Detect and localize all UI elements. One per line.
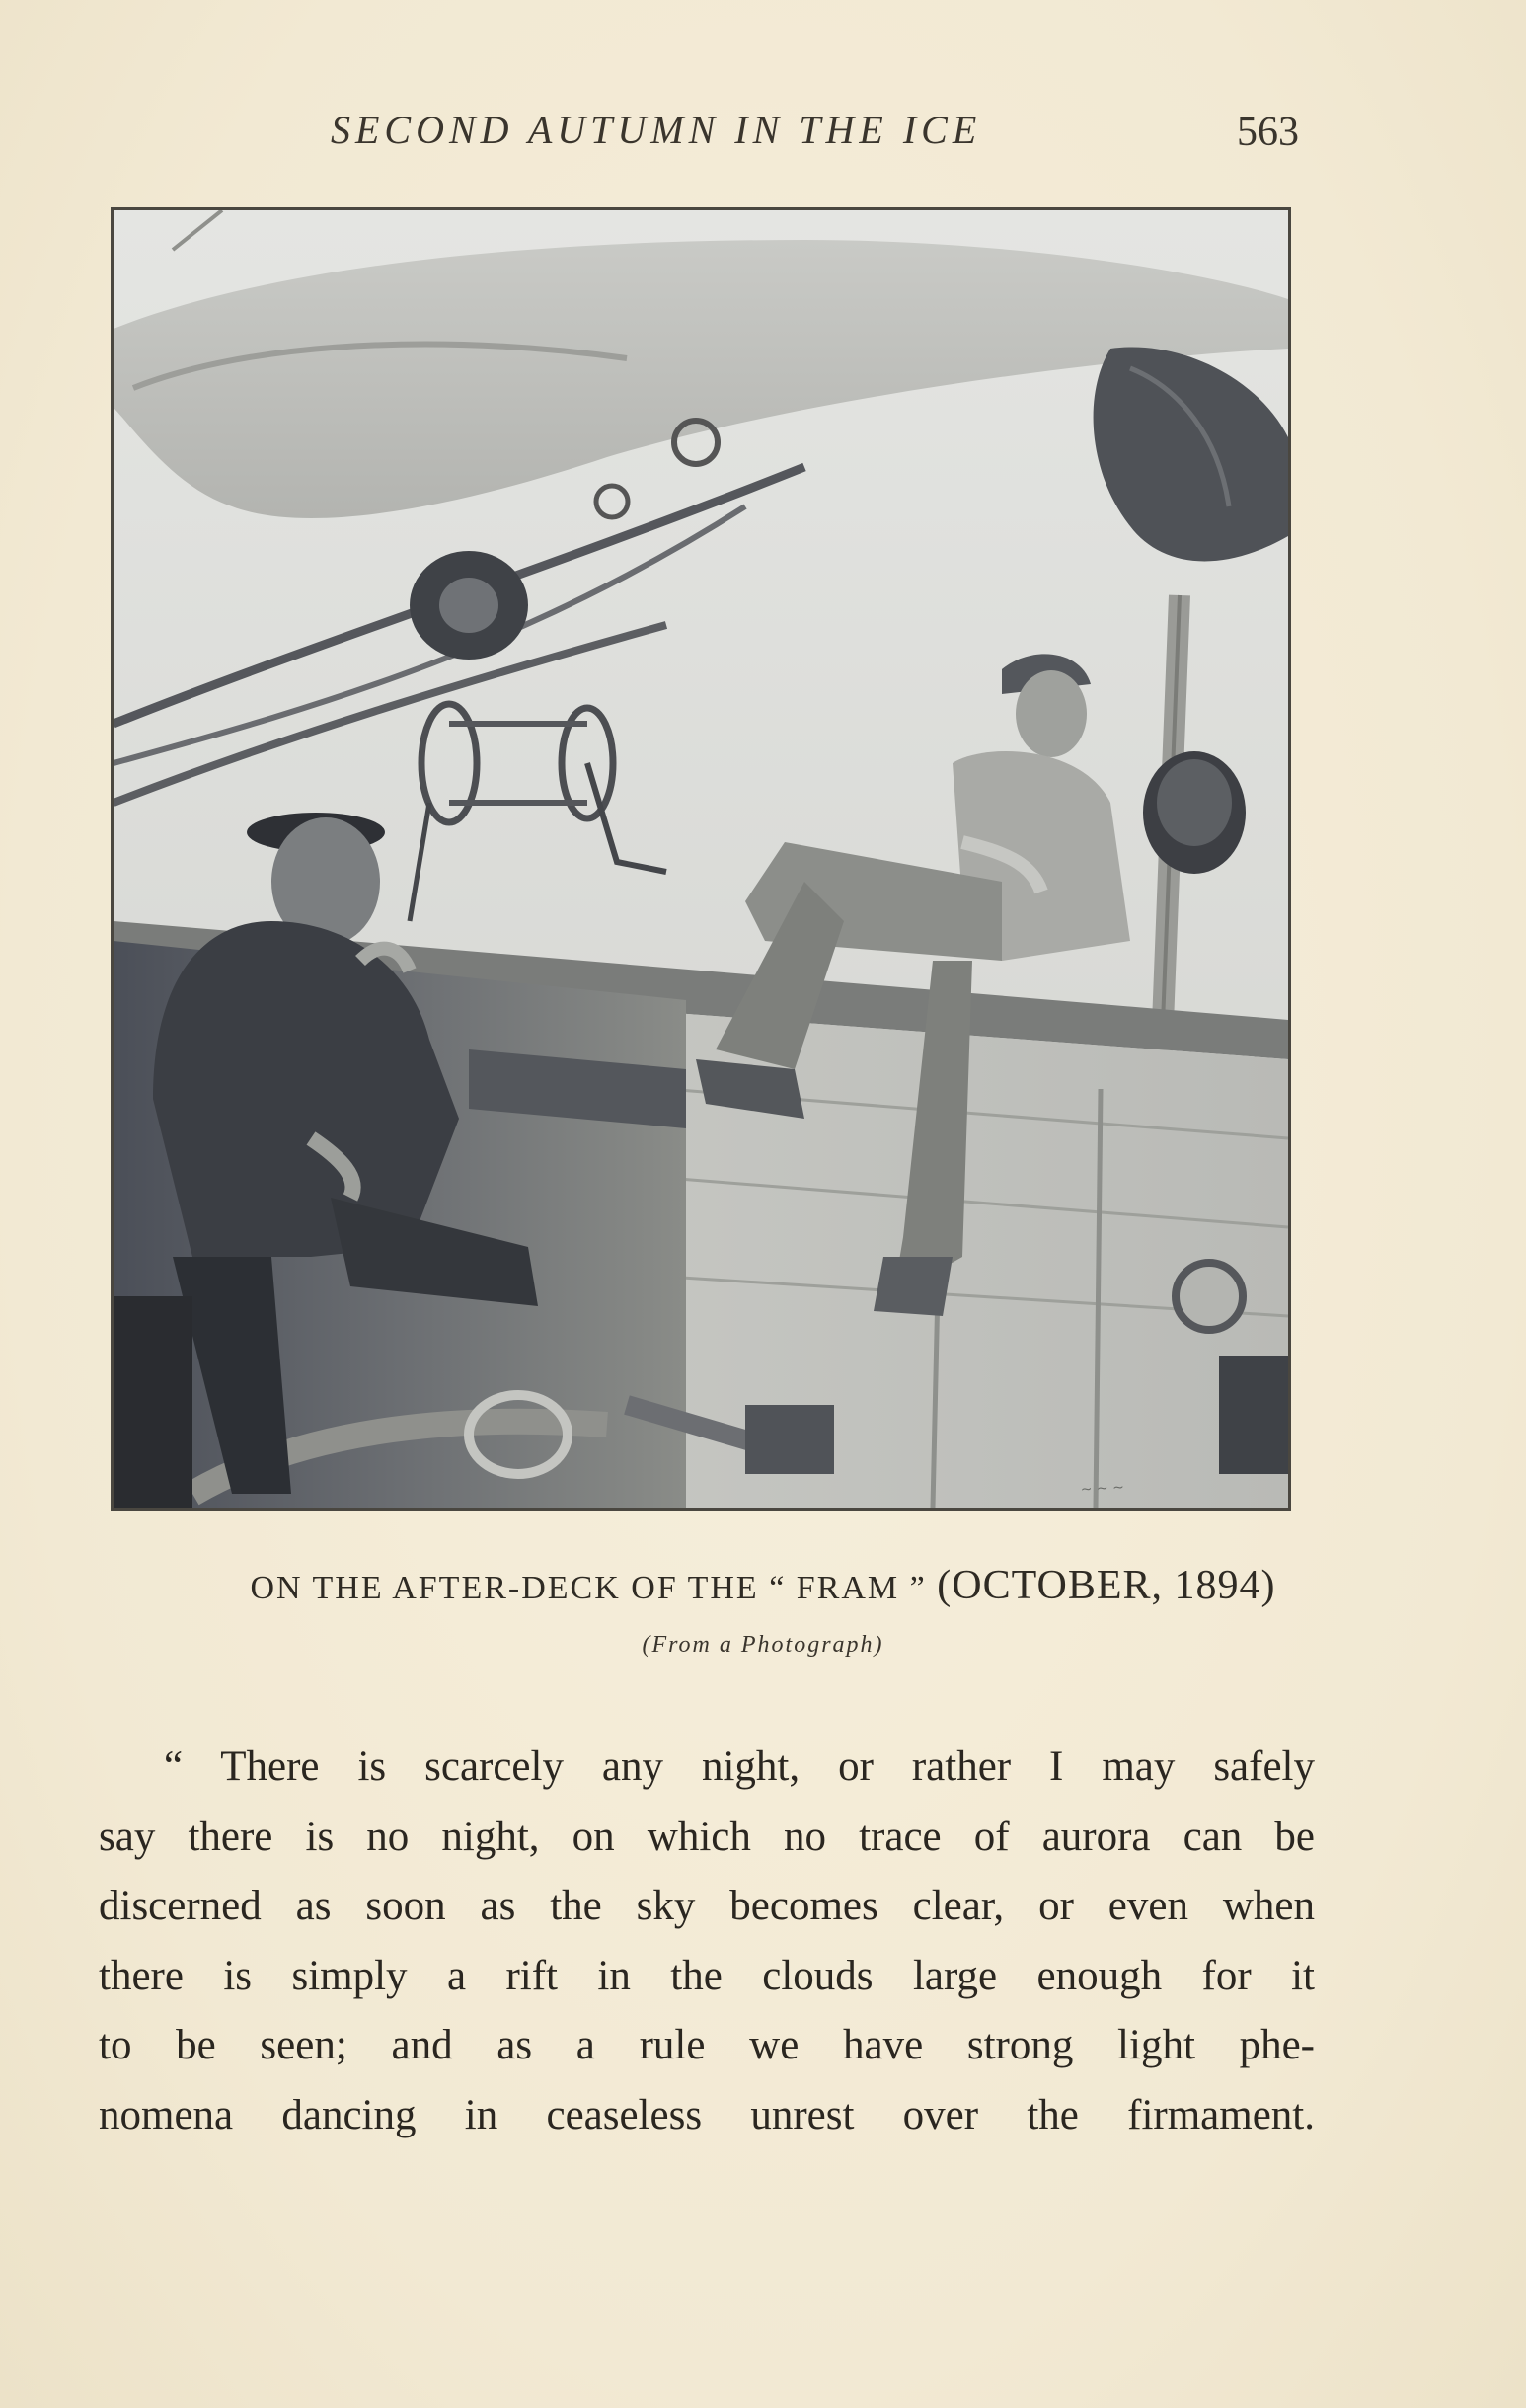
figure-credit: (From a Photograph) — [642, 1632, 884, 1658]
after-deck-photograph — [114, 210, 1288, 1508]
text-line: discerned as soon as the sky becomes clear, or even when — [99, 1883, 1315, 1929]
photograph-plate — [111, 207, 1291, 1511]
caption-date: (OCTOBER, 1894) — [937, 1563, 1276, 1608]
text-line: there is simply a rift in the clouds large enough for it — [99, 1952, 1315, 1999]
running-head — [0, 107, 1526, 166]
svg-text:~ ~ ~: ~ ~ ~ — [1080, 1479, 1125, 1498]
figure-caption — [0, 1562, 1526, 1609]
text-line: to be seen; and as a rule we have strong light phe- — [99, 2022, 1315, 2068]
text-line: nomena dancing in ceaseless unrest over the firmament. — [99, 2091, 1315, 2138]
caption-main: ON THE AFTER-DECK OF THE “ FRAM ” — [250, 1570, 938, 1606]
running-title: SECOND AUTUMN IN THE ICE — [331, 108, 982, 152]
text-line: say there is no night, on which no trace of aurora can be — [99, 1813, 1315, 1860]
body-paragraph — [99, 1733, 1315, 2150]
page-number: 563 — [1237, 110, 1299, 155]
text-line: “ There is scarcely any night, or rather I may safely — [164, 1744, 1315, 1790]
